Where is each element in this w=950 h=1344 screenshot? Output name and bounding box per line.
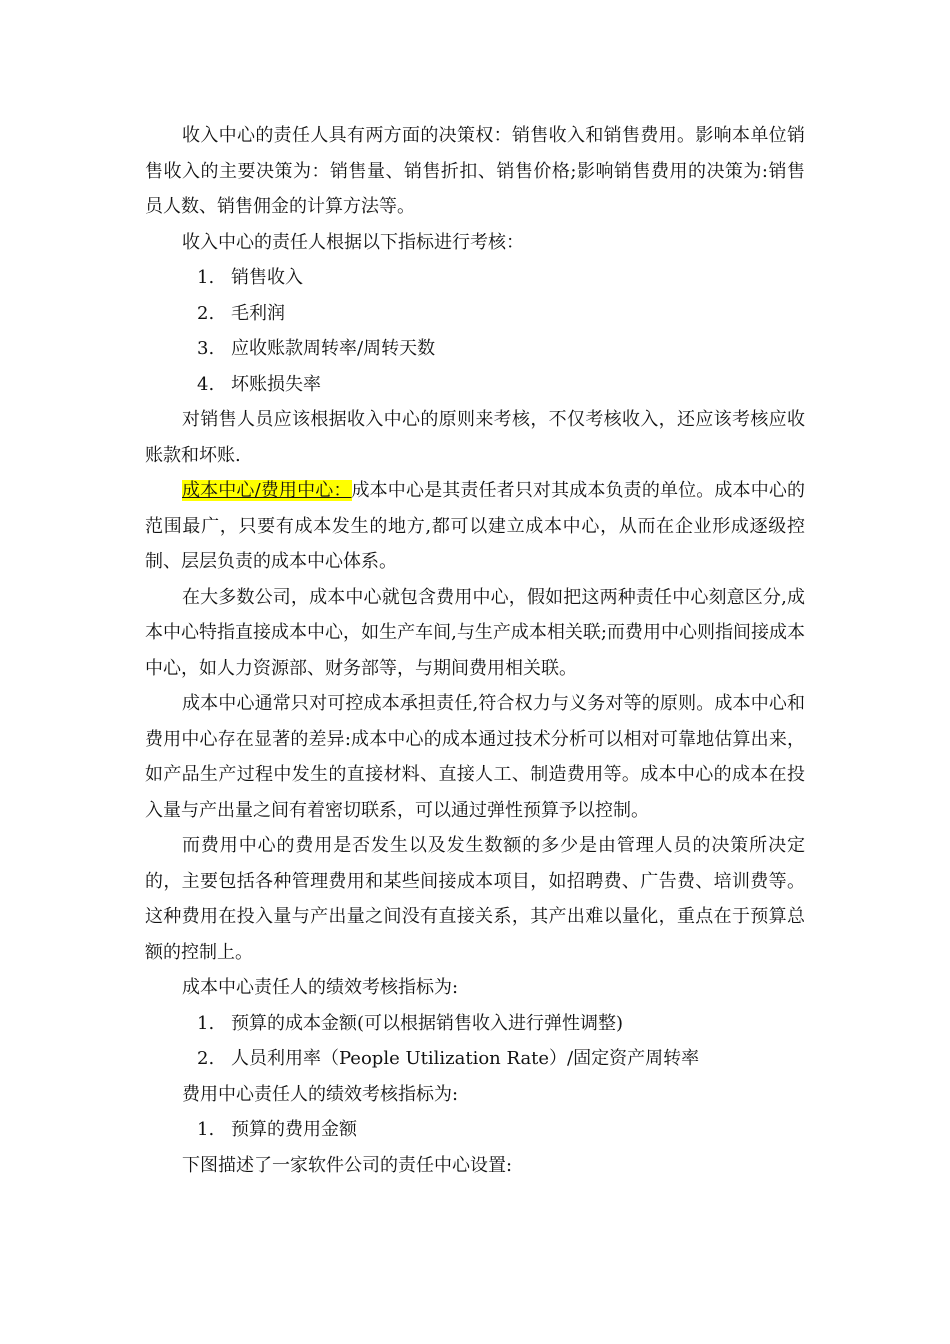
paragraph-controllable-cost: 成本中心通常只对可控成本承担责任,符合权力与义务对等的原则。成本中心和费用中心存在显著的差异:成本中心的成本通过技术分析可以相对可靠地估算出来，如产品生产过程中发生的直接材料、直接人工、制造费用等。成本中心的成本在投入量与产出量之间有着密切联系，可以通过弹性预算予以控制。 [145,693,805,821]
list-number: 4. [197,373,215,395]
paragraph-expense-center-costs: 而费用中心的费用是否发生以及发生数额的多少是由管理人员的决策所决定的，主要包括各种管理费用和某些间接成本项目，如招聘费、广告费、培训费等。这种费用在投入量与产出量之间没有直接关系，其产出难以量化，重点在于预算总额的控制上。 [145,835,805,963]
list-text: 销售收入 [231,267,303,288]
list-number: 1. [197,1119,215,1140]
expense-kpi-list [145,1112,805,1148]
list-text: 预算的成本金额(可以根据销售收入进行弹性调整) [231,1012,624,1034]
list-item [145,367,805,403]
revenue-kpi-list [145,260,805,402]
paragraph-revenue-center-kpi-intro: 收入中心的责任人根据以下指标进行考核： [182,231,524,253]
paragraph-cost-center-definition [145,473,805,580]
list-number: 2. [197,1048,215,1069]
list-item [145,1112,805,1148]
highlighted-heading: 成本中心/费用中心： [182,480,352,501]
paragraph-cost-center-kpi-intro: 成本中心责任人的绩效考核指标为: [182,977,459,998]
paragraph-figure-intro: 下图描述了一家软件公司的责任中心设置: [182,1154,513,1176]
list-item [145,296,805,332]
document-body [145,118,805,1183]
paragraph-text: 成本中心是其责任者只对其成本负责的单位。成本中心的范围最广，只要有成本发生的地方,都可以建立成本中心，从而在企业形成逐级控制、层层负责的成本中心体系。 [145,480,805,572]
paragraph-sales-staff-assessment: 对销售人员应该根据收入中心的原则来考核，不仅考核收入，还应该考核应收账款和坏账. [145,409,805,466]
list-item [145,260,805,296]
cost-kpi-list [145,1006,805,1077]
list-text: 预算的费用金额 [231,1119,357,1140]
list-item [145,1006,805,1042]
list-number: 2. [197,302,215,324]
list-number: 1. [197,267,215,288]
list-item [145,331,805,367]
paragraph-revenue-center-decisions: 收入中心的责任人具有两方面的决策权：销售收入和销售费用。影响本单位销售收入的主要决策为：销售量、销售折扣、销售价格;影响销售费用的决策为:销售员人数、销售佣金的计算方法等。 [145,125,805,217]
list-text: 毛利润 [231,302,285,324]
list-number: 1. [197,1012,215,1034]
paragraph-cost-vs-expense-center: 在大多数公司，成本中心就包含费用中心，假如把这两种责任中心刻意区分,成本中心特指直接成本中心，如生产车间,与生产成本相关联;而费用中心则指间接成本中心，如人力资源部、财务部等，与期间费用相关联。 [145,586,805,679]
list-text: 坏账损失率 [231,373,321,395]
list-item [145,1041,805,1077]
list-text: 应收账款周转率/周转天数 [231,338,436,359]
list-number: 3. [197,338,215,359]
paragraph-expense-center-kpi-intro: 费用中心责任人的绩效考核指标为: [182,1083,459,1105]
list-text: 人员利用率（People Utilization Rate）/固定资产周转率 [231,1048,700,1069]
